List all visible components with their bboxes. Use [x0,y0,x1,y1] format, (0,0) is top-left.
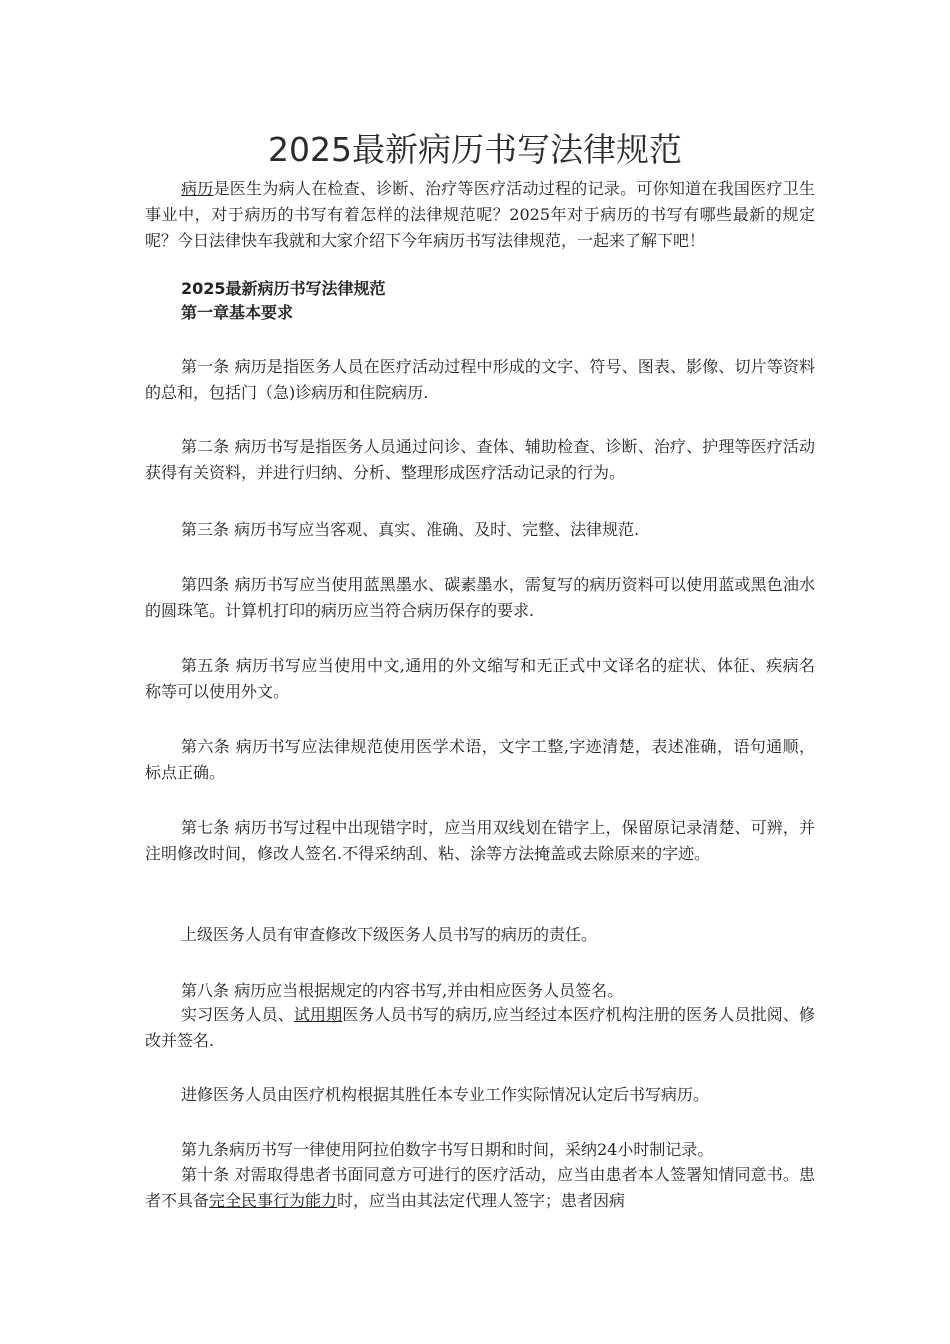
document-title: 2025最新病历书写法律规范 [268,130,682,169]
article-4: 第四条 病历书写应当使用蓝黑墨水、碳素墨水，需复写的病历资料可以使用蓝或黑色油水的圆珠笔。计算机打印的病历应当符合病历保存的要求. [145,575,815,620]
article-6: 第六条 病历书写应法律规范使用医学术语，文字工整,字迹清楚，表述准确，语句通顺，标点正确。 [145,737,815,782]
probation-period-link[interactable]: 试用期 [293,1005,343,1024]
article-7-supplement: 上级医务人员有审查修改下级医务人员书写的病历的责任。 [181,925,598,944]
article-9: 第九条病历书写一律使用阿拉伯数字书写日期和时间，采纳24小时制记录。 [181,1140,714,1159]
article-7: 第七条 病历书写过程中出现错字时，应当用双线划在错字上，保留原记录清楚、可辨，并注明修改时间，修改人签名.不得采纳刮、粘、涂等方法掩盖或去除原来的字迹。 [145,818,815,863]
article-5: 第五条 病历书写应当使用中文,通用的外文缩写和无正式中文译名的症状、体征、疾病名称等可以使用外文。 [145,656,815,701]
civil-capacity-link[interactable]: 完全民事行为能力 [209,1191,338,1210]
intro-paragraph [145,176,815,254]
article-8-intern-clause [145,1002,815,1054]
article-2: 第二条 病历书写是指医务人员通过问诊、查体、辅助检查、诊断、治疗、护理等医疗活动获得有关资料，并进行归纳、分析、整理形成医疗活动记录的行为。 [145,437,815,482]
article-1: 第一条 病历是指医务人员在医疗活动过程中形成的文字、符号、图表、影像、切片等资料的总和，包括门（急)诊病历和住院病历. [145,357,815,402]
chapter-heading: 第一章基本要求 [181,303,294,322]
article-10 [145,1162,815,1214]
article-10-start: 第十条 对需取得患者书面同意方可进行的医疗活动，应当由患者本人签署知情同意书。患者不具备 [145,1165,815,1210]
intern-clause-end: 医务人员书写的病历,应当经过本医疗机构注册的医务人员批阅、修改并签名. [145,1005,815,1050]
article-3: 第三条 病历书写应当客观、真实、准确、及时、完整、法律规范. [181,520,640,539]
intern-clause-start: 实习医务人员、 [181,1005,294,1024]
article-8: 第八条 病历应当根据规定的内容书写,并由相应医务人员签名。 [181,981,624,1000]
article-10-end: 时，应当由其法定代理人签字；患者因病 [337,1191,626,1210]
intro-text: 是医生为病人在检查、诊断、治疗等医疗活动过程的记录。可你知道在我国医疗卫生事业中，对于病历的书写有着怎样的法律规范呢？2025年对于病历的书写有哪些最新的规定呢？今日法律快车我就和大家介绍下今年病历书写法律规范，一起来了解下吧！ [145,179,815,250]
article-8-trainee-clause: 进修医务人员由医疗机构根据其胜任本专业工作实际情况认定后书写病历。 [181,1085,710,1104]
medical-record-link[interactable]: 病历 [181,179,214,198]
section-heading: 2025最新病历书写法律规范 [181,279,386,298]
